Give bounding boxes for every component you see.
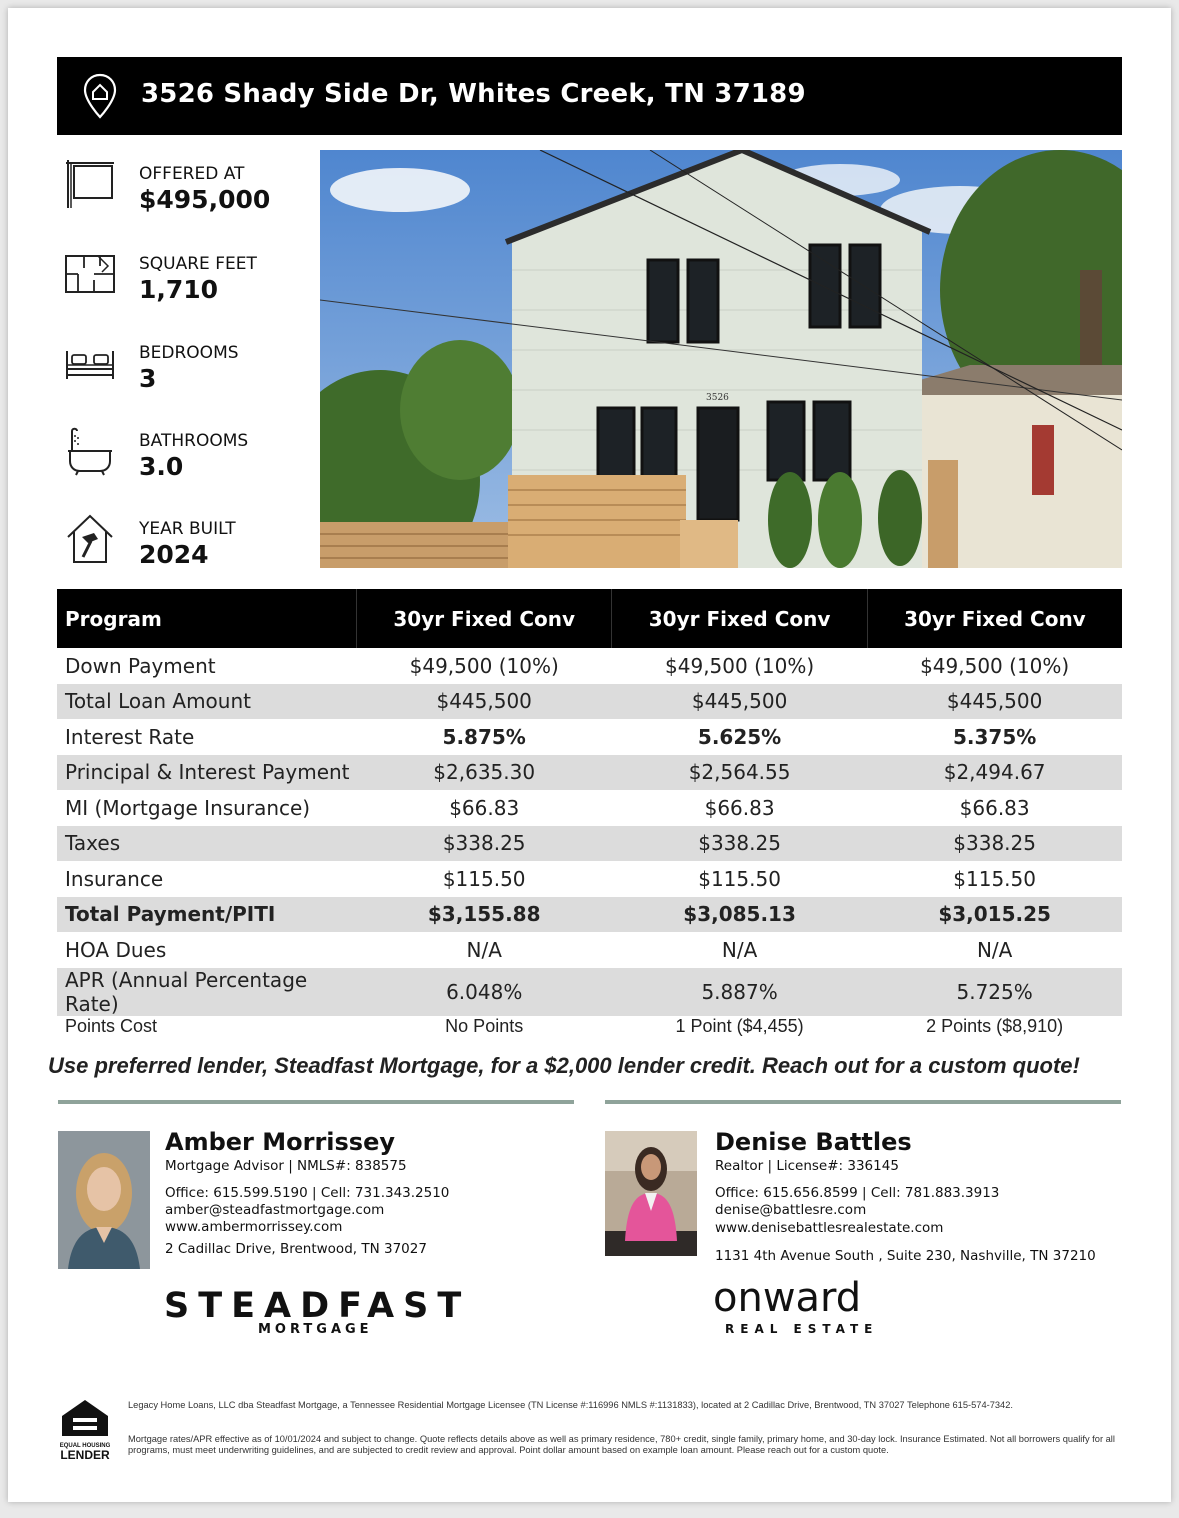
- realtor-address: 1131 4th Avenue South , Suite 230, Nashville, TN 37210: [715, 1248, 1096, 1264]
- table-header-row: [57, 589, 1122, 648]
- onward-real-estate-logo: [713, 1276, 878, 1336]
- bed-icon: [64, 337, 116, 389]
- table-row: [57, 826, 1122, 862]
- stat-label: BEDROOMS: [139, 343, 239, 363]
- row-label: APR (Annual Percentage Rate): [57, 968, 357, 1016]
- property-address: 3526 Shady Side Dr, Whites Creek, TN 37189: [141, 79, 806, 109]
- lender-website[interactable]: www.ambermorrissey.com: [165, 1219, 343, 1235]
- table-row: [57, 719, 1122, 755]
- table-cell: $338.25: [867, 826, 1122, 862]
- logo-sub-text: MORTGAGE: [258, 1322, 373, 1337]
- steadfast-mortgage-logo: [164, 1286, 470, 1337]
- row-label: Down Payment: [65, 653, 216, 678]
- table-cell: $49,500 (10%): [409, 653, 559, 678]
- realtor-website[interactable]: www.denisebattlesrealestate.com: [715, 1220, 944, 1236]
- stat-square-feet: [64, 248, 304, 308]
- table-cell: $445,500: [867, 684, 1122, 720]
- row-label: Points Cost: [65, 1015, 158, 1036]
- stat-value: 3: [139, 364, 157, 393]
- equal-housing-icon: [58, 1398, 112, 1438]
- logo-main-text: onward: [713, 1275, 862, 1321]
- table-cell: N/A: [976, 937, 1013, 962]
- table-cell: 2 Points ($8,910): [926, 1015, 1064, 1036]
- realtor-phones[interactable]: Office: 615.656.8599 | Cell: 781.883.3913: [715, 1185, 1000, 1201]
- table-cell: 6.048%: [357, 968, 612, 1016]
- stat-value: $495,000: [139, 185, 271, 214]
- logo-sub-text: REAL ESTATE: [725, 1322, 879, 1336]
- stat-label: BATHROOMS: [139, 431, 249, 451]
- lender-name: Amber Morrissey: [165, 1128, 395, 1156]
- equal-housing-lender-logo: [58, 1398, 112, 1460]
- table-cell: $3,015.25: [867, 897, 1122, 933]
- stat-value: 2024: [139, 540, 209, 569]
- legal-disclaimer-license: Legacy Home Loans, LLC dba Steadfast Mortgage, a Tennessee Residential Mortgage Licensee (TN License #:116996 NMLS #:1131833), located at 2 Cadillac Drive, Brentwood, TN 37027 Telephone 615-574-7342.: [128, 1400, 1013, 1410]
- table-cell: $115.50: [953, 866, 1036, 891]
- legal-disclaimer-rates: Mortgage rates/APR effective as of 10/01/2024 and subject to change. Quote reflects details above as well as primary residence, 780+ credit, single family, primary home, and 30-day lock. Insurance Estimated. Not all borrowers qualify for all programs, must meet underwriting guidelines, and are subjected to credit review and approval. Point dollar amount based on example loan amount. Please reach out for a custom quote.: [128, 1434, 1115, 1455]
- stat-value: 1,710: [139, 275, 219, 304]
- row-label: Insurance: [65, 866, 164, 891]
- table-cell: $2,635.30: [357, 755, 612, 791]
- stat-label: SQUARE FEET: [139, 254, 257, 274]
- stat-label: OFFERED AT: [139, 164, 245, 184]
- table-row: [57, 968, 1122, 1016]
- property-photo: [320, 150, 1122, 568]
- row-label: HOA Dues: [65, 937, 167, 962]
- row-label: MI (Mortgage Insurance): [65, 795, 311, 820]
- lender-title: Mortgage Advisor | NMLS#: 838575: [165, 1158, 407, 1174]
- stat-offered-at: [64, 158, 304, 218]
- table-cell: 5.875%: [442, 724, 526, 749]
- ehl-line2: LENDER: [60, 1448, 110, 1462]
- table-cell: N/A: [721, 937, 758, 962]
- flyer-page: [8, 8, 1171, 1502]
- row-label: Total Loan Amount: [57, 684, 357, 720]
- house-hammer-icon: [64, 513, 116, 565]
- house-number: 3526: [706, 393, 729, 403]
- realtor-email[interactable]: denise@battlesre.com: [715, 1202, 867, 1218]
- table-cell: $445,500: [357, 684, 612, 720]
- stat-value: 3.0: [139, 452, 184, 481]
- lender-phones[interactable]: Office: 615.599.5190 | Cell: 731.343.2510: [165, 1185, 450, 1201]
- realtor-title: Realtor | License#: 336145: [715, 1158, 899, 1174]
- column-header: Program: [57, 589, 357, 648]
- table-cell: $49,500 (10%): [920, 653, 1070, 678]
- bathtub-icon: [64, 425, 116, 477]
- table-cell: 5.625%: [697, 724, 782, 749]
- column-header: 30yr Fixed Conv: [357, 589, 612, 648]
- table-row: [57, 790, 1122, 826]
- lender-avatar: [58, 1131, 150, 1269]
- table-row: [57, 755, 1122, 791]
- realtor-avatar: [605, 1131, 697, 1256]
- table-row: [57, 1016, 1122, 1044]
- table-cell: $338.25: [612, 826, 867, 862]
- row-label: Taxes: [57, 826, 357, 862]
- realtor-name: Denise Battles: [715, 1128, 912, 1156]
- table-row: [57, 684, 1122, 720]
- table-cell: 5.725%: [867, 968, 1122, 1016]
- table-cell: No Points: [445, 1015, 524, 1036]
- table-row: [57, 648, 1122, 684]
- table-cell: 5.887%: [612, 968, 867, 1016]
- table-cell: $115.50: [698, 866, 781, 891]
- section-divider: [605, 1100, 1121, 1104]
- stat-bedrooms: [64, 337, 304, 397]
- for-sale-sign-icon: [64, 158, 116, 210]
- stat-label: YEAR BUILT: [139, 519, 236, 539]
- row-label: Interest Rate: [65, 724, 195, 749]
- row-label: Total Payment/PITI: [57, 897, 357, 933]
- section-divider: [58, 1100, 574, 1104]
- logo-main-text: STEADFAST: [164, 1286, 471, 1326]
- address-header: [57, 57, 1122, 135]
- table-row: [57, 861, 1122, 897]
- table-cell: 5.375%: [952, 724, 1037, 749]
- table-cell: $66.83: [959, 795, 1030, 820]
- table-cell: $66.83: [449, 795, 520, 820]
- ehl-line1: EQUAL HOUSING: [59, 1443, 111, 1449]
- stat-bathrooms: [64, 425, 304, 485]
- lender-address: 2 Cadillac Drive, Brentwood, TN 37027: [165, 1241, 427, 1257]
- row-label: Principal & Interest Payment: [57, 755, 357, 791]
- table-cell: $338.25: [357, 826, 612, 862]
- table-cell: N/A: [466, 937, 502, 962]
- table-cell: $445,500: [612, 684, 867, 720]
- column-header: 30yr Fixed Conv: [612, 589, 867, 648]
- table-cell: $49,500 (10%): [665, 653, 815, 678]
- location-pin-icon: [83, 73, 117, 119]
- table-cell: $2,494.67: [867, 755, 1122, 791]
- column-header: 30yr Fixed Conv: [867, 589, 1122, 648]
- table-cell: $2,564.55: [612, 755, 867, 791]
- lender-email[interactable]: amber@steadfastmortgage.com: [165, 1202, 385, 1218]
- table-row: [57, 897, 1122, 933]
- table-cell: $115.50: [442, 866, 526, 891]
- loan-comparison-table: [57, 589, 1122, 1044]
- stat-year-built: [64, 513, 304, 573]
- table-cell: 1 Point ($4,455): [675, 1015, 804, 1036]
- table-row: [57, 932, 1122, 968]
- lender-credit-promo: Use preferred lender, Steadfast Mortgage, for a $2,000 lender credit. Reach out for a custom quote!: [48, 1053, 1080, 1078]
- table-cell: $3,155.88: [357, 897, 612, 933]
- floor-plan-icon: [64, 248, 116, 300]
- table-cell: $66.83: [704, 795, 775, 820]
- table-cell: $3,085.13: [612, 897, 867, 933]
